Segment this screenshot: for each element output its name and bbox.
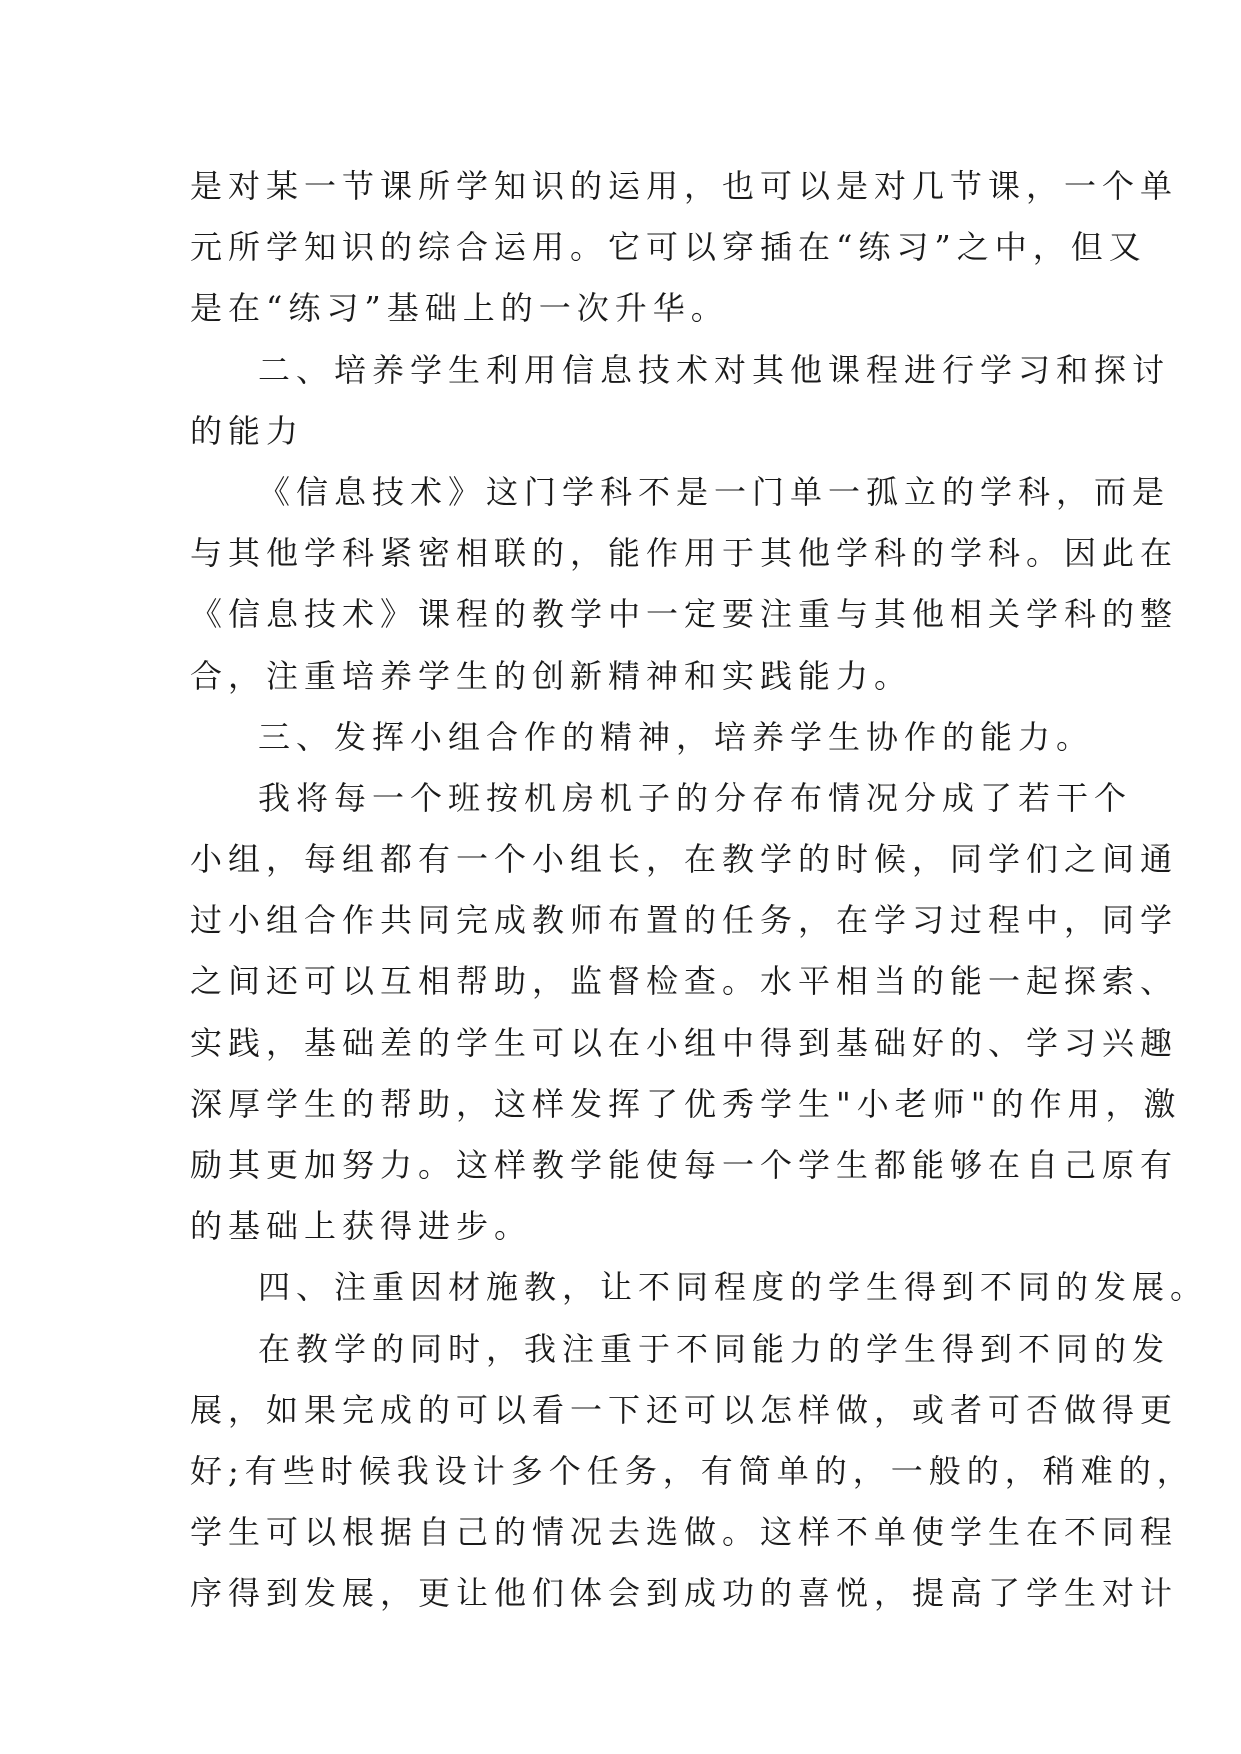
body-text: [190, 156, 1209, 1625]
text-line: 过小组合作共同完成教师布置的任务，在学习过程中，同学: [190, 901, 1179, 940]
text-line: 好;有些时候我设计多个任务，有简单的，一般的，稍难的，: [190, 1451, 1195, 1490]
text-line: 是在“练习”基础上的一次升华。: [190, 289, 729, 328]
section-heading-continued: 的能力: [190, 411, 305, 450]
text-line: 序得到发展，更让他们体会到成功的喜悦，提高了学生对计: [190, 1574, 1179, 1613]
text-line: 小组，每组都有一个小组长，在教学的时候，同学们之间通: [190, 840, 1179, 879]
section-heading: 二、培养学生利用信息技术对其他课程进行学习和探讨: [258, 350, 1171, 389]
text-line: 学生可以根据自己的情况去选做。这样不单使学生在不同程: [190, 1513, 1179, 1552]
text-line: 在教学的同时，我注重于不同能力的学生得到不同的发: [258, 1329, 1171, 1368]
text-line: 《信息技术》这门学科不是一门单一孤立的学科，而是: [258, 472, 1171, 511]
section-heading: 四、注重因材施教，让不同程度的学生得到不同的发展。: [258, 1268, 1209, 1307]
text-line: 展，如果完成的可以看一下还可以怎样做，或者可否做得更: [190, 1390, 1179, 1429]
text-line: 励其更加努力。这样教学能使每一个学生都能够在自己原有: [190, 1146, 1179, 1184]
text-line: 之间还可以互相帮助，监督检查。水平相当的能一起探索、: [190, 962, 1179, 1001]
text-line: 深厚学生的帮助，这样发挥了优秀学生"小老师"的作用，激: [190, 1084, 1182, 1123]
text-line: 元所学知识的综合运用。它可以穿插在“练习”之中，但又: [190, 228, 1147, 267]
text-line: 实践，基础差的学生可以在小组中得到基础好的、学习兴趣: [190, 1023, 1179, 1062]
text-line: 合，注重培养学生的创新精神和实践能力。: [190, 656, 913, 695]
text-line: 《信息技术》课程的教学中一定要注重与其他相关学科的整: [190, 595, 1179, 634]
text-line: 是对某一节课所学知识的运用，也可以是对几节课，一个单: [190, 167, 1179, 205]
text-line: 与其他学科紧密相联的，能作用于其他学科的学科。因此在: [190, 534, 1179, 573]
text-line: 的基础上获得进步。: [190, 1207, 533, 1246]
text-line: 我将每一个班按机房机子的分存布情况分成了若干个: [258, 778, 1133, 817]
section-heading: 三、发挥小组合作的精神，培养学生协作的能力。: [258, 717, 1095, 756]
